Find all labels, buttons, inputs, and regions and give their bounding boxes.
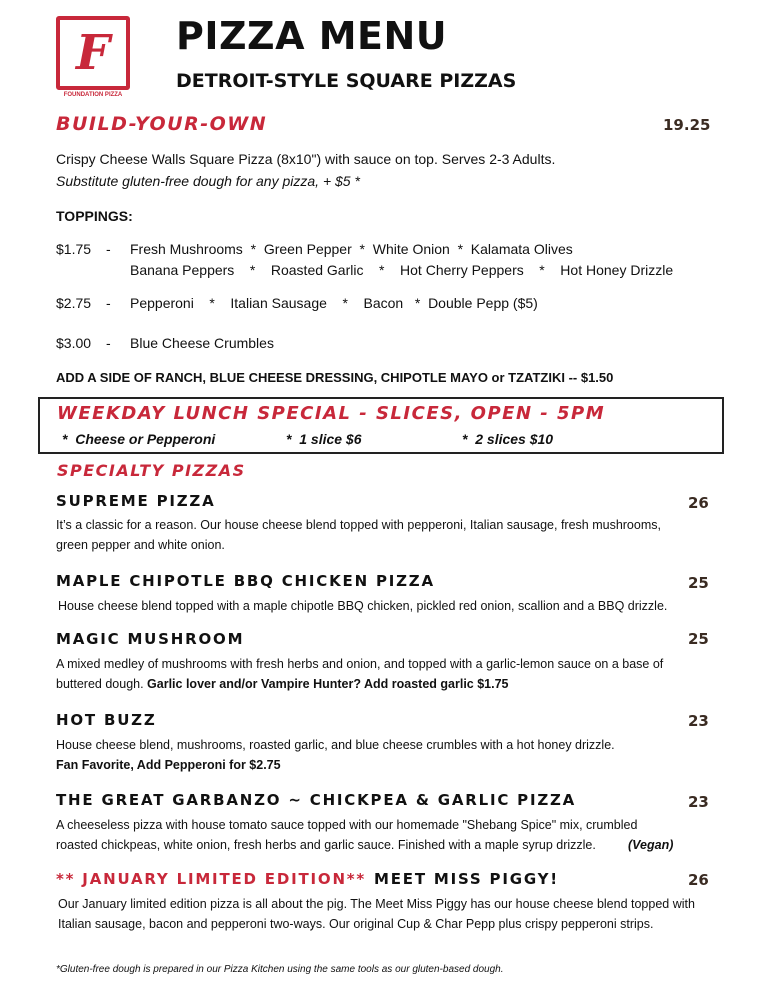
pizza-name: THE GREAT GARBANZO ~ CHICKPEA & GARLIC PIZZA (56, 791, 577, 809)
pizza-description: House cheese blend topped with a maple chipotle BBQ chicken, pickled red onion, scallion and a BBQ drizzle. (58, 599, 668, 613)
page-subtitle: DETROIT-STYLE SQUARE PIZZAS (176, 70, 517, 92)
footnote: *Gluten-free dough is prepared in our Pizza Kitchen using the same tools as our gluten-based dough. (56, 964, 504, 975)
topping-list: Blue Cheese Crumbles (130, 335, 274, 351)
lunch-item: * Cheese or Pepperoni (62, 431, 216, 447)
dash: - (106, 241, 111, 257)
topping-list: Banana Peppers * Roasted Garlic * Hot Cherry Peppers * Hot Honey Drizzle (130, 262, 674, 278)
specialty-heading: SPECIALTY PIZZAS (57, 461, 246, 480)
description-addon: Fan Favorite, Add Pepperoni for $2.75 (56, 758, 281, 772)
pizza-description: House cheese blend, mushrooms, roasted garlic, and blue cheese crumbles with a hot honey drizzle. (56, 738, 615, 752)
pizza-description: It’s a classic for a reason. Our house cheese blend topped with pepperoni, Italian sausage, fresh mushrooms, green pepper and white onion. (56, 518, 661, 552)
page-title: PIZZA MENU (176, 14, 448, 58)
description-addon: Garlic lover and/or Vampire Hunter? Add roasted garlic $1.75 (147, 677, 509, 691)
byo-price: 19.25 (663, 116, 711, 134)
side-sauces: ADD A SIDE OF RANCH, BLUE CHEESE DRESSING, CHIPOTLE MAYO or TZATZIKI -- $1.50 (56, 370, 614, 385)
pizza-name: MAGIC MUSHROOM (56, 630, 245, 648)
pizza-price: 23 (688, 793, 709, 811)
description-text: A mixed medley of mushrooms with fresh herbs and onion, and topped with a garlic-lemon sauce on a base of buttered dough. (56, 657, 664, 691)
pizza-description: A cheeseless pizza with house tomato sauce topped with our homemade "Shebang Spice" mix, crumbled roasted chickpeas, white onion, fresh herbs and garlic sauce. Finished with a maple syrup drizzle. (56, 818, 638, 852)
limited-edition-label: ** JANUARY LIMITED EDITION** (56, 870, 367, 888)
topping-price: $1.75 (56, 241, 92, 257)
topping-list: Fresh Mushrooms * Green Pepper * White Onion * Kalamata Olives (130, 241, 573, 257)
pizza-price: 26 (688, 494, 709, 512)
logo-text: FOUNDATION PIZZA (63, 92, 123, 98)
gf-note: Substitute gluten-free dough for any pizza, + $5 * (56, 173, 360, 189)
lunch-item: * 2 slices $10 (462, 431, 554, 447)
logo-letter: F (75, 25, 111, 81)
pizza-price: 25 (688, 574, 709, 592)
byo-description: Crispy Cheese Walls Square Pizza (8x10") with sauce on top. Serves 2-3 Adults. (56, 151, 556, 167)
byo-heading: BUILD-YOUR-OWN (56, 113, 268, 135)
lunch-heading: WEEKDAY LUNCH SPECIAL - SLICES, OPEN - 5PM (57, 403, 606, 424)
logo (56, 16, 130, 90)
topping-price: $3.00 (56, 335, 92, 351)
vegan-tag: (Vegan) (628, 838, 674, 852)
lunch-item: * 1 slice $6 (286, 431, 362, 447)
pizza-description: Our January limited edition pizza is all about the pig. The Meet Miss Piggy has our house cheese blend topped with Italian sausage, bacon and pepperoni two-ways. Our original Cup & Char Pepp plus crispy pepperoni strips. (58, 897, 695, 931)
pizza-price: 25 (688, 630, 709, 648)
pizza-name: MEET MISS PIGGY! (374, 870, 559, 888)
pizza-name: SUPREME PIZZA (56, 492, 216, 510)
dash: - (106, 335, 111, 351)
pizza-name: HOT BUZZ (56, 711, 157, 729)
topping-list: Pepperoni * Italian Sausage * Bacon * Double Pepp ($5) (130, 295, 538, 311)
pizza-name: MAPLE CHIPOTLE BBQ CHICKEN PIZZA (56, 572, 435, 590)
toppings-label: TOPPINGS: (56, 208, 133, 224)
topping-price: $2.75 (56, 295, 92, 311)
dash: - (106, 295, 111, 311)
pizza-price: 26 (688, 871, 709, 889)
pizza-price: 23 (688, 712, 709, 730)
pizza-description (56, 654, 696, 694)
